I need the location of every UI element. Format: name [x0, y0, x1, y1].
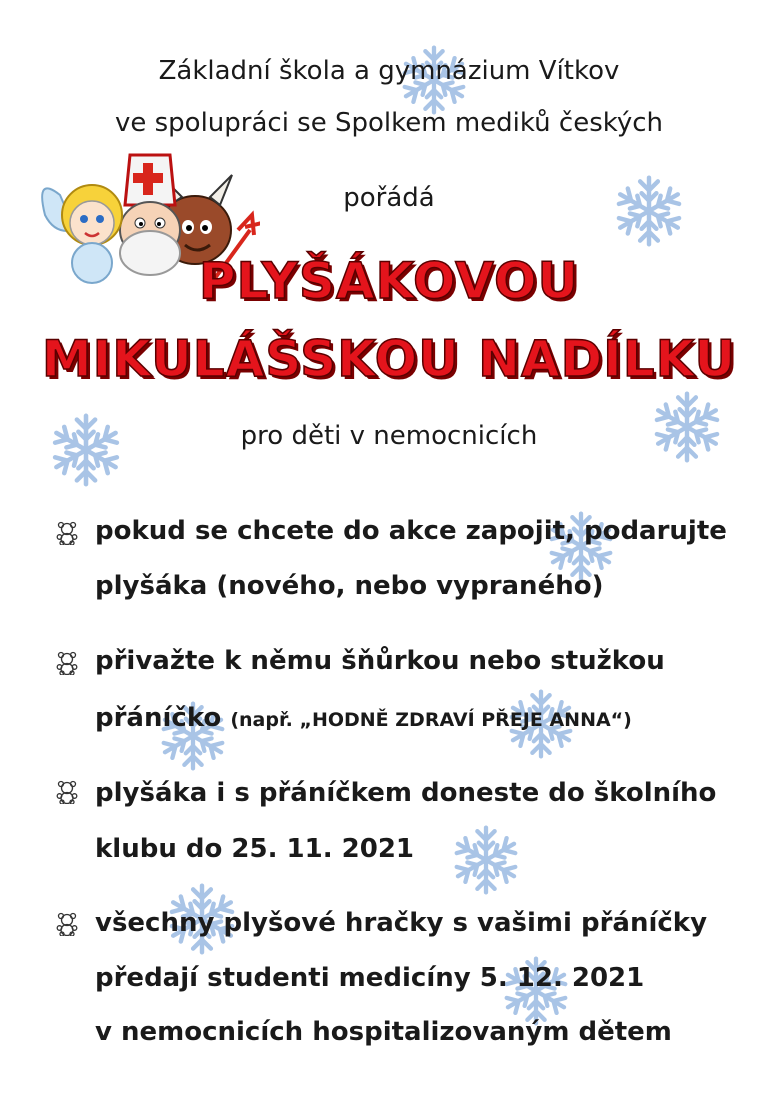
event-subtitle: pro děti v nemocnicích: [240, 421, 538, 451]
bullet-2-line1: přivažte k němu šňůrkou nebo stužkou: [95, 646, 665, 676]
greeting-card-word: přáníčko: [95, 703, 222, 733]
teddy-bear-icon: [56, 780, 78, 808]
teddy-bear-icon: [56, 521, 78, 549]
greeting-example-note: (např. „HODNĚ ZDRAVÍ PŘEJE ANNA“): [230, 709, 632, 731]
snowflake-icon: [450, 824, 522, 896]
bullet-4-line2: předají studenti medicíny 5. 12. 2021: [95, 963, 645, 993]
bullet-2-line2: [95, 703, 632, 733]
bullet-4-line3: v nemocnicích hospitalizovaným dětem: [95, 1017, 672, 1047]
bullet-3-line2: klubu do 25. 11. 2021: [95, 834, 414, 864]
cooperation-line: ve spolupráci se Spolkem mediků českých: [114, 108, 664, 138]
event-title-line1: PLYŠÁKOVOU: [198, 252, 580, 310]
bullet-3-line1: plyšáka i s přáníčkem doneste do školního: [95, 778, 717, 808]
teddy-bear-icon: [56, 912, 78, 940]
presents-line: pořádá: [343, 183, 435, 213]
bullet-4-line1: všechny plyšové hračky s vašimi přáníčky: [95, 908, 708, 938]
event-title-line2: MIKULÁŠSKOU NADÍLKU: [41, 330, 737, 388]
teddy-bear-icon: [56, 651, 78, 679]
bullet-1-line2: plyšáka (nového, nebo vypraného): [95, 571, 604, 601]
organizer-line: Základní škola a gymnázium Vítkov: [158, 56, 620, 86]
bullet-1-line1: pokud se chcete do akce zapojit, podarujte: [95, 516, 727, 546]
